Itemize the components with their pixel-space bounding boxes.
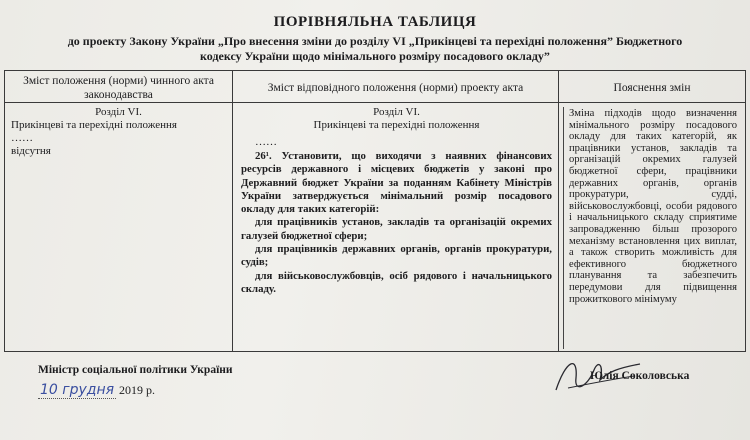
section-title: Прикінцеві та перехідні положення <box>313 119 480 131</box>
column-current-law <box>5 71 233 351</box>
subtitle-line-2: кодексу України щодо мінімального розміру посадового окладу” <box>200 49 550 63</box>
column-explanation <box>559 71 745 351</box>
column-header-draft: Зміст відповідного положення (норми) проекту акта <box>233 71 558 103</box>
signature-date <box>38 382 155 398</box>
explanation-text: Зміна підходів щодо визначення мінімального розміру посадового окладу для таких категорій, як працівники установ, закладів та організацій окремих галузей бюджетної сфери, працівники державних органів, органів прокуратури, судді, військовослужбовці, особи рядового і начальницького складу сприятиме запровадженню більш прозорого механізму встановлення цих виплат, а також створить можливість для ефективного бюджетного планування та забезпечить передумови для підвищення прожиткового мінімуму <box>569 108 737 305</box>
cell-current-law <box>5 104 232 351</box>
document-title: ПОРІВНЯЛЬНА ТАБЛИЦЯ <box>273 14 477 30</box>
column-header-explanation: Пояснення змін <box>559 71 745 103</box>
ellipsis: …… <box>255 136 277 148</box>
cell-explanation <box>559 104 745 351</box>
signer-name: Юлія Соколовська <box>590 370 690 382</box>
absent-text: відсутня <box>11 145 51 157</box>
section-label: Розділ VI. <box>373 106 420 118</box>
paragraph-category-3: для військовослужбовців, осіб рядового і начальницького складу. <box>241 269 552 295</box>
column-draft-act <box>233 71 559 351</box>
paragraph-category-2: для працівників державних органів, органів прокуратури, судів; <box>241 243 552 269</box>
draft-body <box>241 150 552 296</box>
paragraph-26-1: 26¹. Установити, що виходячи з наявних фінансових ресурсів державного і місцевих бюджетів у законі про Державний бюджет України за поданням Кабінету Міністрів України затверджується мінімальний розмір посадового окладу для таких категорій: <box>241 150 552 216</box>
column-header-current: Зміст положення (норми) чинного акта законодавства <box>5 71 232 103</box>
subtitle-line-1: до проекту Закону України „Про внесення зміни до розділу VI „Прикінцеві та перехідні положення” Бюджетного <box>67 34 683 48</box>
cell-draft-act <box>233 104 558 351</box>
handwritten-date: 10 грудня <box>40 382 115 398</box>
paragraph-category-1: для працівників установ, закладів та організацій окремих галузей бюджетної сфери; <box>241 216 552 242</box>
ellipsis: …… <box>11 132 33 144</box>
section-label: Розділ VI. <box>95 106 142 118</box>
minister-title: Міністр соціальної політики України <box>38 364 233 376</box>
date-year: 2019 р. <box>119 383 156 397</box>
section-title: Прикінцеві та перехідні положення <box>11 119 177 131</box>
comparison-table <box>4 70 746 352</box>
document-subtitle <box>20 34 730 64</box>
